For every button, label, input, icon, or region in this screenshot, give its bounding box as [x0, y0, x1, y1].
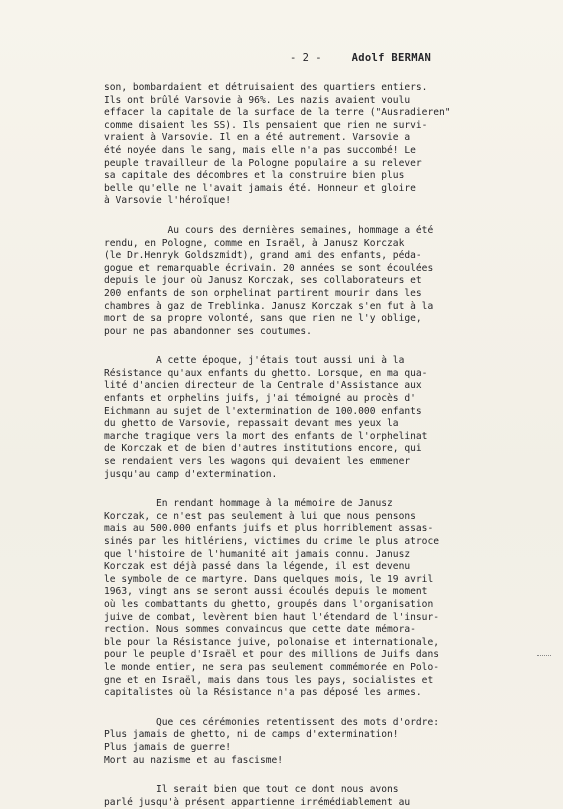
text-line: Plus jamais de ghetto, ni de camps d'extermination!	[104, 729, 399, 741]
paragraph	[104, 717, 524, 767]
text-line: peuple travailleur de la Pologne populaire a su relever	[104, 157, 422, 169]
text-line: (le Dr.Henryk Goldszmidt), grand ami des enfants, péda-	[104, 250, 422, 262]
text-line: gogue et remarquable écrivain. 20 années se sont écoulées	[104, 262, 434, 274]
text-line: Plus jamais de guerre!	[104, 741, 232, 753]
document-body	[104, 82, 524, 809]
text-line: où les combattants du ghetto, groupés dans l'organisation	[104, 598, 434, 610]
paragraph	[104, 225, 524, 338]
text-line: parlé jusqu'à présent appartienne irrémédiablement au	[104, 796, 411, 808]
text-line: Korczak, ce n'est pas seulement à lui que nous pensons	[104, 510, 416, 522]
text-line: se rendaient vers les wagons qui devaient les emmener	[104, 456, 411, 468]
text-line: belle qu'elle ne l'avait jamais été. Honneur et gloire	[104, 182, 416, 194]
paragraph	[104, 82, 524, 208]
text-line: Mort au nazisme et au fascisme!	[104, 754, 284, 766]
text-line: chambres à gaz de Treblinka. Janusz Korczak s'en fut à la	[104, 300, 434, 312]
paragraph	[104, 498, 524, 700]
text-line: à Varsovie l'héroïque!	[104, 195, 232, 207]
text-line: 1963, vingt ans se seront aussi écoulés depuis le moment	[104, 586, 428, 598]
paragraph	[104, 355, 524, 481]
text-line: juive de combat, levèrent bien haut l'étendard de l'insur-	[104, 611, 440, 623]
text-line: sa capitale des décombres et la construire bien plus	[104, 170, 405, 182]
text-line: mais au 500.000 enfants juifs et plus horriblement assas-	[104, 523, 434, 535]
text-line: sinés par les hitlériens, victimes du crime le plus atroce	[104, 536, 440, 547]
paragraph	[104, 784, 524, 809]
text-line: ble pour la Résistance juive, polonaise et internationale,	[104, 636, 440, 648]
text-line: Que ces cérémonies retentissent des mots d'ordre:	[104, 716, 440, 728]
text-line: gne et en Israël, mais dans tous les pays, socialistes et	[104, 674, 434, 686]
page-header	[290, 52, 431, 64]
text-line: vraient à Varsovie. Il en a été autrement. Varsovie a	[104, 132, 411, 144]
text-line: pour le peuple d'Israël et pour des millions de Juifs dans	[104, 649, 440, 661]
text-line: rendu, en Pologne, comme en Israël, à Janusz Korczak	[104, 237, 405, 249]
text-line: son, bombardaient et détruisaient des quartiers entiers.	[104, 82, 428, 93]
text-line: pour ne pas abandonner ses coutumes.	[104, 325, 312, 337]
text-line: du ghetto de Varsovie, repassait devant mes yeux la	[104, 418, 399, 430]
text-line: Résistance qu'aux enfants du ghetto. Lorsque, en ma qua-	[104, 367, 428, 379]
author-name: Adolf BERMAN	[351, 52, 432, 64]
text-line: rection. Nous sommes convaincus que cette date mémora-	[104, 624, 416, 636]
text-line: marche tragique vers la mort des enfants de l'orphelinat	[104, 430, 428, 442]
text-line: depuis le jour où Janusz Korczak, ses collaborateurs et	[104, 275, 422, 287]
text-line: A cette époque, j'étais tout aussi uni à la	[104, 355, 405, 367]
text-line: de Korczak et de bien d'autres institutions encore, qui	[104, 443, 422, 455]
text-line: Eichmann au sujet de l'extermination de 100.000 enfants	[104, 405, 422, 417]
page-number: - 2 -	[290, 52, 322, 64]
text-line: effacer la capitale de la surface de la terre ("Ausradieren"	[104, 107, 451, 119]
text-line: le monde entier, ne sera pas seulement commémorée en Polo-	[104, 661, 440, 673]
text-line: Ils ont brûlé Varsovie à 96%. Les nazis avaient voulu	[104, 94, 411, 106]
text-line: été noyée dans le sang, mais elle n'a pas succombé! Le	[104, 144, 416, 156]
text-line: capitalistes où la Résistance n'a pas déposé les armes.	[104, 687, 422, 699]
text-line: que l'histoire de l'humanité ait jamais connu. Janusz	[104, 548, 411, 560]
text-line: enfants et orphelins juifs, j'ai témoigné au procès d'	[104, 393, 416, 405]
text-line: comme disaient les SS). Ils pensaient que rien ne survi-	[104, 119, 428, 131]
text-line: jusqu'au camp d'extermination.	[104, 468, 278, 480]
text-line: le symbole de ce martyre. Dans quelques mois, le 19 avril	[104, 573, 434, 585]
text-line: En rendant hommage à la mémoire de Janusz	[104, 498, 393, 510]
margin-mark	[537, 655, 551, 658]
text-line: lité d'ancien directeur de la Centrale d'Assistance aux	[104, 380, 422, 392]
text-line: mort de sa propre volonté, sans que rien ne l'y oblige,	[104, 313, 422, 325]
text-line: Korczak est déjà passé dans la légende, il est devenu	[104, 561, 411, 573]
text-line: 200 enfants de son orphelinat partirent mourir dans les	[104, 287, 422, 299]
text-line: Il serait bien que tout ce dont nous avons	[104, 784, 399, 796]
text-line: Au cours des dernières semaines, hommage a été	[104, 224, 434, 236]
